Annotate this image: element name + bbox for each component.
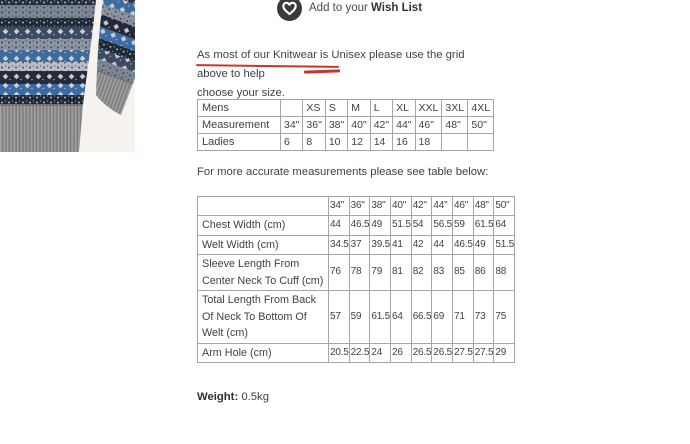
- value-cell: 42": [411, 197, 432, 216]
- value-cell: 78: [349, 255, 370, 291]
- value-cell: 75: [494, 291, 515, 344]
- wishlist-label-prefix: Add to your: [309, 2, 372, 14]
- value-cell: 69: [432, 291, 453, 344]
- value-cell: 8: [303, 134, 325, 151]
- value-cell: 56.5: [432, 216, 453, 236]
- value-cell: 40": [391, 197, 412, 216]
- row-label-cell: [198, 197, 329, 216]
- value-cell: 83: [432, 255, 453, 291]
- value-cell: [281, 100, 303, 117]
- value-cell: 64: [391, 291, 412, 344]
- row-label-cell: Mens: [198, 100, 281, 117]
- weight-value: 0.5kg: [238, 391, 269, 403]
- intro-paragraph: [197, 46, 497, 103]
- value-cell: 6: [281, 134, 303, 151]
- wishlist-label-bold: Wish List: [371, 2, 423, 14]
- value-cell: 26.5: [432, 343, 453, 363]
- value-cell: 49: [370, 216, 391, 236]
- value-cell: 61.5: [370, 291, 391, 344]
- row-label-cell: Arm Hole (cm): [198, 343, 329, 363]
- add-to-wishlist-button[interactable]: [277, 0, 302, 21]
- value-cell: 59: [453, 216, 474, 236]
- value-cell: 36": [349, 197, 370, 216]
- value-cell: 88: [494, 255, 515, 291]
- value-cell: 24: [370, 343, 391, 363]
- value-cell: [442, 134, 468, 151]
- wishlist-label[interactable]: [309, 2, 422, 14]
- value-cell: 57: [329, 291, 350, 344]
- value-cell: 42": [370, 117, 392, 134]
- value-cell: 27.5: [473, 343, 494, 363]
- value-cell: 54: [411, 216, 432, 236]
- intro-line-2: choose your size.: [197, 87, 285, 99]
- value-cell: 41: [391, 235, 412, 255]
- value-cell: 44": [432, 197, 453, 216]
- value-cell: 48": [442, 117, 468, 134]
- row-label-cell: Total Length From Back Of Neck To Bottom Of Welt (cm): [198, 291, 329, 344]
- value-cell: 46.5: [349, 216, 370, 236]
- value-cell: 59: [349, 291, 370, 344]
- value-cell: L: [370, 100, 392, 117]
- measurements-table: [197, 196, 515, 363]
- row-label-cell: Measurement: [198, 117, 281, 134]
- value-cell: 86: [473, 255, 494, 291]
- value-cell: XS: [303, 100, 325, 117]
- value-cell: M: [348, 100, 370, 117]
- value-cell: 34": [329, 197, 350, 216]
- value-cell: 46.5: [453, 235, 474, 255]
- row-label-cell: Ladies: [198, 134, 281, 151]
- value-cell: 73: [473, 291, 494, 344]
- value-cell: 26: [391, 343, 412, 363]
- table-row: [198, 216, 515, 236]
- weight-label: Weight:: [197, 391, 239, 403]
- intro-line-1: As most of our Knitwear is Unisex please use the grid above to help: [197, 49, 465, 80]
- value-cell: [468, 134, 494, 151]
- value-cell: 81: [391, 255, 412, 291]
- measurements-note: For more accurate measurements please see table below:: [197, 166, 489, 178]
- value-cell: 51.5: [391, 216, 412, 236]
- table-row: [198, 343, 515, 363]
- value-cell: 48": [473, 197, 494, 216]
- table-row: [198, 235, 515, 255]
- value-cell: 79: [370, 255, 391, 291]
- row-label-cell: Chest Width (cm): [198, 216, 329, 236]
- value-cell: 10: [325, 134, 347, 151]
- value-cell: 49: [473, 235, 494, 255]
- value-cell: 39.5: [370, 235, 391, 255]
- value-cell: 37: [349, 235, 370, 255]
- value-cell: 64: [494, 216, 515, 236]
- value-cell: 44: [432, 235, 453, 255]
- value-cell: 26.5: [411, 343, 432, 363]
- table-row: [198, 100, 494, 117]
- value-cell: 51.5: [494, 235, 515, 255]
- size-grid-table: [197, 99, 494, 151]
- value-cell: 34": [281, 117, 303, 134]
- table-row: [198, 291, 515, 344]
- value-cell: 50": [468, 117, 494, 134]
- value-cell: 38": [325, 117, 347, 134]
- table-row: [198, 134, 494, 151]
- row-label-cell: Welt Width (cm): [198, 235, 329, 255]
- value-cell: S: [325, 100, 347, 117]
- value-cell: 44: [329, 216, 350, 236]
- product-image[interactable]: [0, 0, 135, 152]
- value-cell: XL: [393, 100, 415, 117]
- value-cell: 4XL: [468, 100, 494, 117]
- value-cell: 71: [453, 291, 474, 344]
- value-cell: 38": [370, 197, 391, 216]
- sweater-photo: [0, 0, 135, 152]
- value-cell: 44": [393, 117, 415, 134]
- value-cell: 29: [494, 343, 515, 363]
- weight-line: [197, 391, 269, 403]
- value-cell: 34.5: [329, 235, 350, 255]
- table-row: [198, 197, 515, 216]
- value-cell: 42: [411, 235, 432, 255]
- table-row: [198, 117, 494, 134]
- value-cell: 22.5: [349, 343, 370, 363]
- value-cell: XXL: [415, 100, 442, 117]
- value-cell: 20.5: [329, 343, 350, 363]
- value-cell: 66.5: [411, 291, 432, 344]
- value-cell: 46": [415, 117, 442, 134]
- value-cell: 18: [415, 134, 442, 151]
- value-cell: 50": [494, 197, 515, 216]
- value-cell: 14: [370, 134, 392, 151]
- value-cell: 12: [348, 134, 370, 151]
- table-row: [198, 255, 515, 291]
- heart-icon: [277, 0, 302, 21]
- value-cell: 3XL: [442, 100, 468, 117]
- value-cell: 76: [329, 255, 350, 291]
- value-cell: 82: [411, 255, 432, 291]
- value-cell: 36": [303, 117, 325, 134]
- value-cell: 16: [393, 134, 415, 151]
- row-label-cell: Sleeve Length From Center Neck To Cuff (cm): [198, 255, 329, 291]
- value-cell: 40": [348, 117, 370, 134]
- value-cell: 85: [453, 255, 474, 291]
- value-cell: 61.5: [473, 216, 494, 236]
- value-cell: 46": [453, 197, 474, 216]
- value-cell: 27.5: [453, 343, 474, 363]
